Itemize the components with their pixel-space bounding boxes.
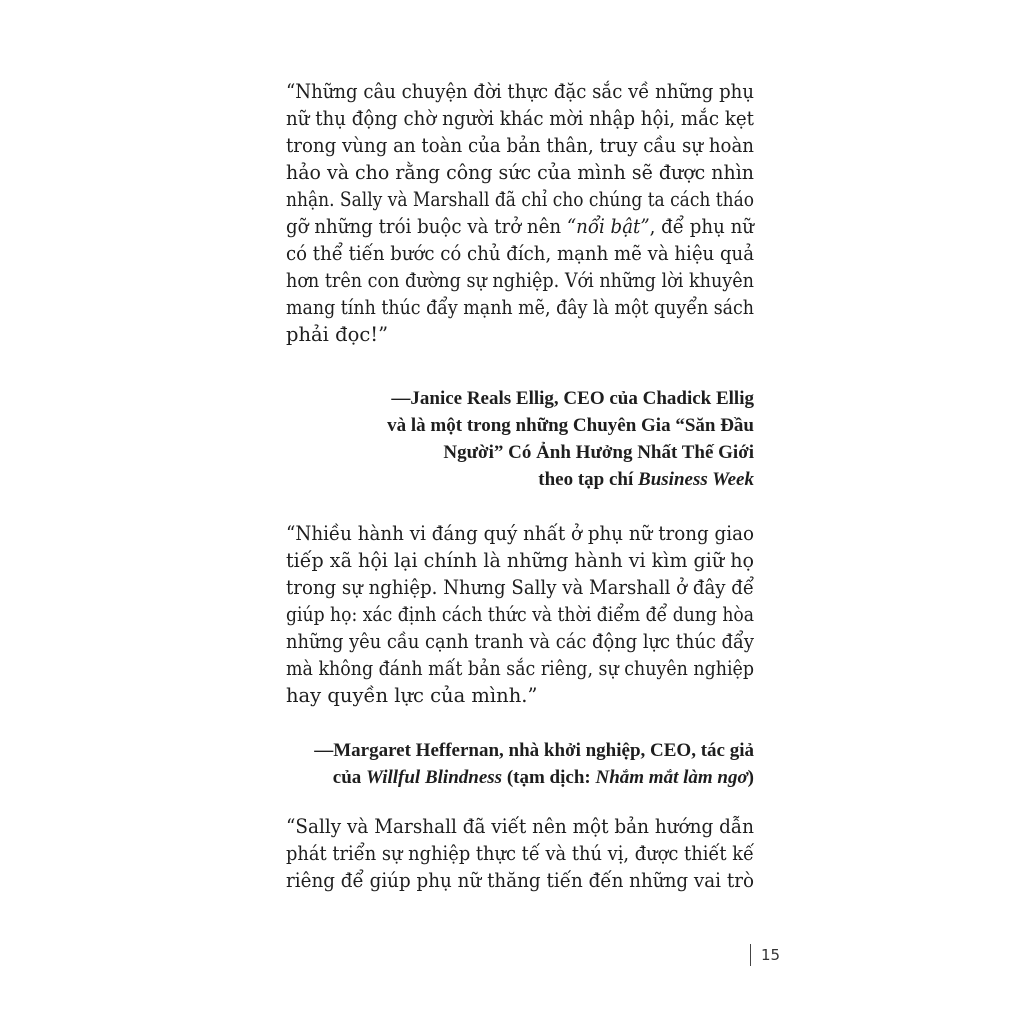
quote-2-line: mà không đánh mất bản sắc riêng, sự chuyên nghiệp (286, 657, 754, 680)
page-number-divider (750, 944, 751, 966)
attribution-1-line (387, 466, 754, 493)
book-title: Willful Blindness (366, 767, 503, 788)
quote-2 (286, 520, 754, 709)
quote-1-line: trong vùng an toàn của bản thân, truy cầu sự hoàn (286, 134, 754, 157)
quote-2-line: giúp họ: xác định cách thức và thời điểm để dung hòa (286, 603, 754, 626)
quote-2-line: hay quyền lực của mình.” (286, 684, 538, 707)
quote-1-line: hơn trên con đường sự nghiệp. Với những lời khuyên (286, 269, 754, 292)
quote-2-line: tiếp xã hội lại chính là những hành vi kìm giữ họ (286, 549, 754, 572)
publication-title: Business Week (638, 469, 754, 490)
page-number (750, 943, 780, 967)
quote-3-line: phát triển sự nghiệp thực tế và thú vị, được thiết kế (286, 842, 754, 865)
book-title-translation: Nhắm mắt làm ngơ (595, 767, 748, 788)
quote-1-line: hảo và cho rằng công sức của mình sẽ được nhìn (286, 161, 754, 184)
quote-1-line (286, 213, 754, 240)
quote-1-line-text: gỡ những trói buộc và trở nên (286, 215, 562, 238)
quote-1-line: “Những câu chuyện đời thực đặc sắc về những phụ (286, 80, 754, 103)
attribution-1-text: theo tạp chí (538, 469, 634, 490)
attribution-2-text: của (332, 767, 362, 788)
attribution-1 (387, 385, 754, 493)
quote-3-line: “Sally và Marshall đã viết nên một bản hướng dẫn (286, 815, 754, 838)
quote-1-line: có thể tiến bước có chủ đích, mạnh mẽ và hiệu quả (286, 242, 754, 265)
quote-3 (286, 813, 754, 894)
page-number-text: 15 (761, 946, 781, 964)
quote-1-line: mang tính thúc đẩy mạnh mẽ, đây là một quyển sách (286, 296, 754, 319)
quote-2-line: trong sự nghiệp. Nhưng Sally và Marshall ở đây để (286, 576, 754, 599)
quote-1 (286, 78, 754, 348)
attribution-2-text: ) (747, 767, 754, 788)
attribution-1-line: Người” Có Ảnh Hưởng Nhất Thế Giới (443, 442, 754, 463)
quote-3-line: riêng để giúp phụ nữ thăng tiến đến những vai trò (286, 869, 754, 892)
emphasis-text: “nổi bật” (566, 215, 650, 238)
quote-2-line: những yêu cầu cạnh tranh và các động lực thúc đẩy (286, 630, 754, 653)
quote-1-line: nhận. Sally và Marshall đã chỉ cho chúng ta cách tháo (286, 188, 754, 211)
attribution-1-line: và là một trong những Chuyên Gia “Săn Đầu (387, 415, 754, 436)
attribution-2-line: —Margaret Heffernan, nhà khởi nghiệp, CEO, tác giả (314, 740, 754, 761)
quote-1-line: nữ thụ động chờ người khác mời nhập hội, mắc kẹt (286, 107, 754, 130)
attribution-2-text: (tạm dịch: (506, 767, 591, 788)
quote-2-line: “Nhiều hành vi đáng quý nhất ở phụ nữ trong giao (286, 522, 754, 545)
attribution-2 (314, 737, 754, 791)
quote-1-line: phải đọc!” (286, 323, 389, 346)
attribution-1-line: —Janice Reals Ellig, CEO của Chadick Ellig (391, 388, 754, 409)
attribution-2-line (314, 764, 754, 791)
quote-1-line-text: , để phụ nữ (649, 215, 754, 238)
